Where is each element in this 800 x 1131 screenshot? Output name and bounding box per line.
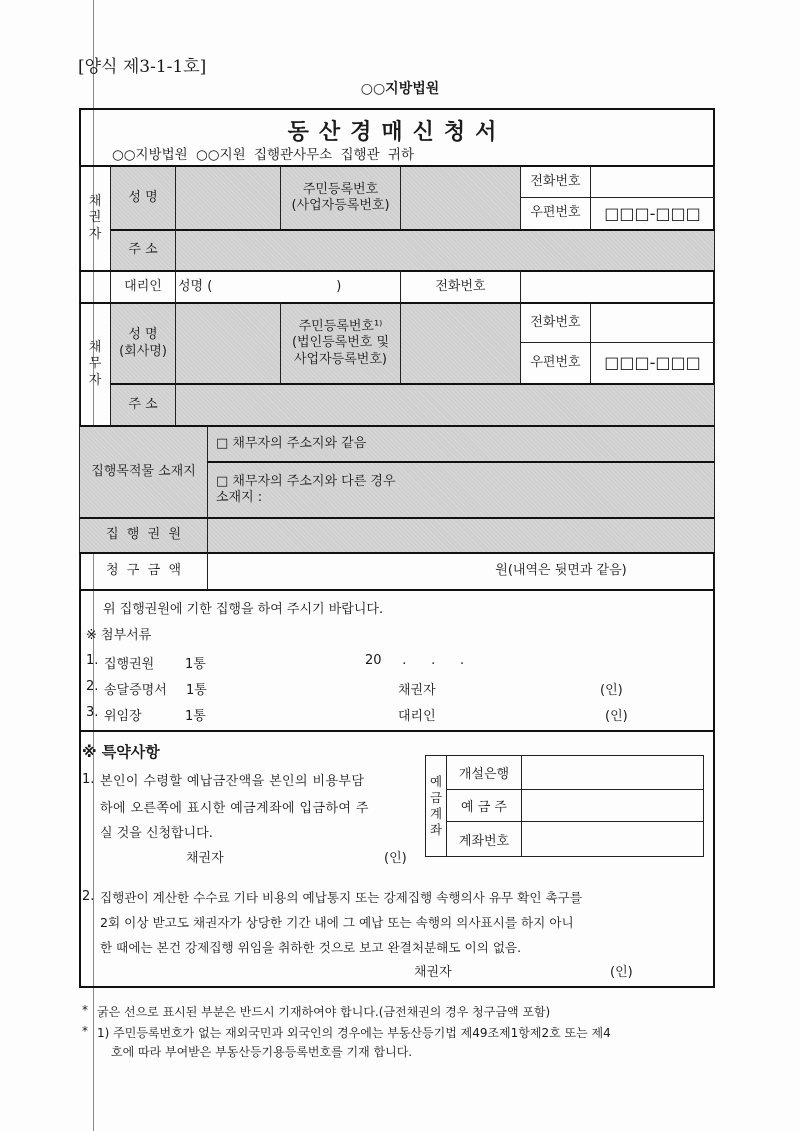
attachment-1-no: 1. <box>86 653 99 668</box>
location-label: 소재지 : <box>216 490 263 505</box>
creditor-postal-label: 우편번호 <box>520 197 591 230</box>
agent-sign-label: 대리인 <box>398 709 436 724</box>
debtor-postal-label: 우편번호 <box>520 342 591 384</box>
divider <box>79 589 715 591</box>
debtor-id-field[interactable] <box>400 302 521 384</box>
special-terms-title: ※ 특약사항 <box>82 743 160 761</box>
attachments-title: ※ 첨부서류 <box>86 628 152 643</box>
special-item-1-seal[interactable]: (인) <box>384 851 407 866</box>
creditor-postal-field[interactable]: □□□-□□□ <box>590 197 715 230</box>
footnote-bullet: * <box>82 1024 88 1038</box>
debtor-phone-label: 전화번호 <box>520 302 591 343</box>
attachment-2-name: 송달증명서 <box>104 683 167 698</box>
creditor-phone-label: 전화번호 <box>520 165 591 198</box>
date-field[interactable]: 20 . . . <box>365 653 465 668</box>
footnote-2-cont: 호에 따라 부여받은 부동산등기용등록번호를 기재 합니다. <box>111 1045 413 1059</box>
special-item-1-line: 실 것을 신청합니다. <box>100 826 213 841</box>
attachment-2-count: 1통 <box>186 683 207 698</box>
page-title: 동산경매신청서 <box>287 120 507 145</box>
special-item-2-no: 2. <box>82 889 95 904</box>
creditor-sign-label: 채권자 <box>398 683 436 698</box>
execution-title-label: 집 행 권 원 <box>79 517 208 553</box>
creditor-address-field[interactable] <box>175 229 715 271</box>
creditor-address-label: 주 소 <box>110 229 176 271</box>
footnote-bullet: * <box>82 1003 88 1017</box>
debtor-phone-field[interactable] <box>590 302 715 343</box>
option-different-label: □ 채무자의 주소지와 다른 경우 <box>216 473 396 489</box>
bank-field[interactable] <box>521 755 704 790</box>
attachment-1-count: 1통 <box>185 657 206 672</box>
creditor-id-label: 주민등록번호 (사업자등록번호) <box>280 165 401 230</box>
debtor-address-field[interactable] <box>175 383 715 426</box>
account-holder-label: 예 금 주 <box>446 789 522 822</box>
request-statement: 위 집행권원에 기한 집행을 하여 주시기 바랍니다. <box>103 602 384 617</box>
special-item-2-seal[interactable]: (인) <box>610 965 633 980</box>
account-number-label: 계좌번호 <box>446 821 522 857</box>
agent-phone-label: 전화번호 <box>400 270 521 303</box>
special-item-1-line: 본인이 수령할 예납금잔액을 본인의 비용부담 <box>100 774 365 789</box>
creditor-role-label: 채 권 자 <box>79 165 111 271</box>
creditor-name-label: 성 명 <box>110 165 176 230</box>
target-location-label: 집행목적물 소재지 <box>79 425 208 518</box>
option-same-address[interactable]: □ 채무자의 주소지와 같음 <box>207 425 715 462</box>
special-item-1-sign: 채권자 <box>186 851 224 866</box>
attachment-3-count: 1통 <box>185 709 206 724</box>
agent-spacer <box>79 270 111 303</box>
court-name: ○○지방법원 <box>360 81 440 97</box>
account-number-field[interactable] <box>521 821 704 857</box>
attachment-3-name: 위임장 <box>104 709 142 724</box>
claim-amount-field[interactable]: 원(내역은 뒷면과 같음) <box>207 552 715 590</box>
creditor-name-field[interactable] <box>175 165 281 230</box>
footnote-2: 1) 주민등록번호가 없는 재외국민과 외국인의 경우에는 부동산등기법 제49조제1항제2호 또는 제4 <box>97 1026 611 1040</box>
debtor-name-label: 성 명 (회사명) <box>110 302 176 384</box>
special-item-1-line: 하에 오른쪽에 표시한 예금계좌에 입금하여 주 <box>100 801 369 816</box>
special-item-2-sign: 채권자 <box>414 965 452 980</box>
debtor-address-label: 주 소 <box>110 383 176 426</box>
debtor-name-field[interactable] <box>175 302 281 384</box>
attachment-3-no: 3. <box>86 705 99 720</box>
creditor-seal[interactable]: (인) <box>600 683 623 698</box>
debtor-postal-field[interactable]: □□□-□□□ <box>590 342 715 384</box>
agent-name-field[interactable]: 성명 ( ) <box>175 270 401 303</box>
special-item-2-line: 집행관이 계산한 수수료 기타 비용의 예납통지 또는 강제집행 속행의사 유무 확인 촉구를 <box>100 890 582 905</box>
addressee: ○○지방법원 ○○지원 집행관사무소 집행관 귀하 <box>112 147 414 163</box>
divider <box>79 730 715 732</box>
agent-label: 대리인 <box>110 270 176 303</box>
creditor-id-field[interactable] <box>400 165 521 230</box>
special-item-1-no: 1. <box>82 772 95 787</box>
bank-label: 개설은행 <box>446 755 522 790</box>
special-item-2-line: 한 때에는 본건 강제집행 위임을 취하한 것으로 보고 완결처분해도 이의 없음. <box>100 940 522 955</box>
option-different-address[interactable] <box>207 461 715 518</box>
attachment-1-name: 집행권원 <box>104 657 155 672</box>
footnote-1: 굵은 선으로 표시된 부분은 반드시 기재하여야 합니다.(금전채권의 경우 청구금액 포함) <box>97 1005 551 1019</box>
deposit-account-label: 예 금 계 좌 <box>425 755 447 857</box>
agent-phone-field[interactable] <box>520 270 715 303</box>
agent-seal[interactable]: (인) <box>605 709 628 724</box>
debtor-role-label: 채 무 자 <box>79 302 111 426</box>
debtor-id-label: 주민등록번호¹⁾ (법인등록번호 및 사업자등록번호) <box>280 302 401 384</box>
account-holder-field[interactable] <box>521 789 704 822</box>
special-item-2-line: 2회 이상 받고도 채권자가 상당한 기간 내에 그 예납 또는 속행의 의사표시를 하지 아니 <box>100 915 574 930</box>
claim-amount-label: 청 구 금 액 <box>79 552 208 590</box>
form-code: [양식 제3-1-1호] <box>78 57 207 77</box>
creditor-phone-field[interactable] <box>590 165 715 198</box>
attachment-2-no: 2. <box>86 679 99 694</box>
execution-title-field[interactable] <box>207 517 715 553</box>
